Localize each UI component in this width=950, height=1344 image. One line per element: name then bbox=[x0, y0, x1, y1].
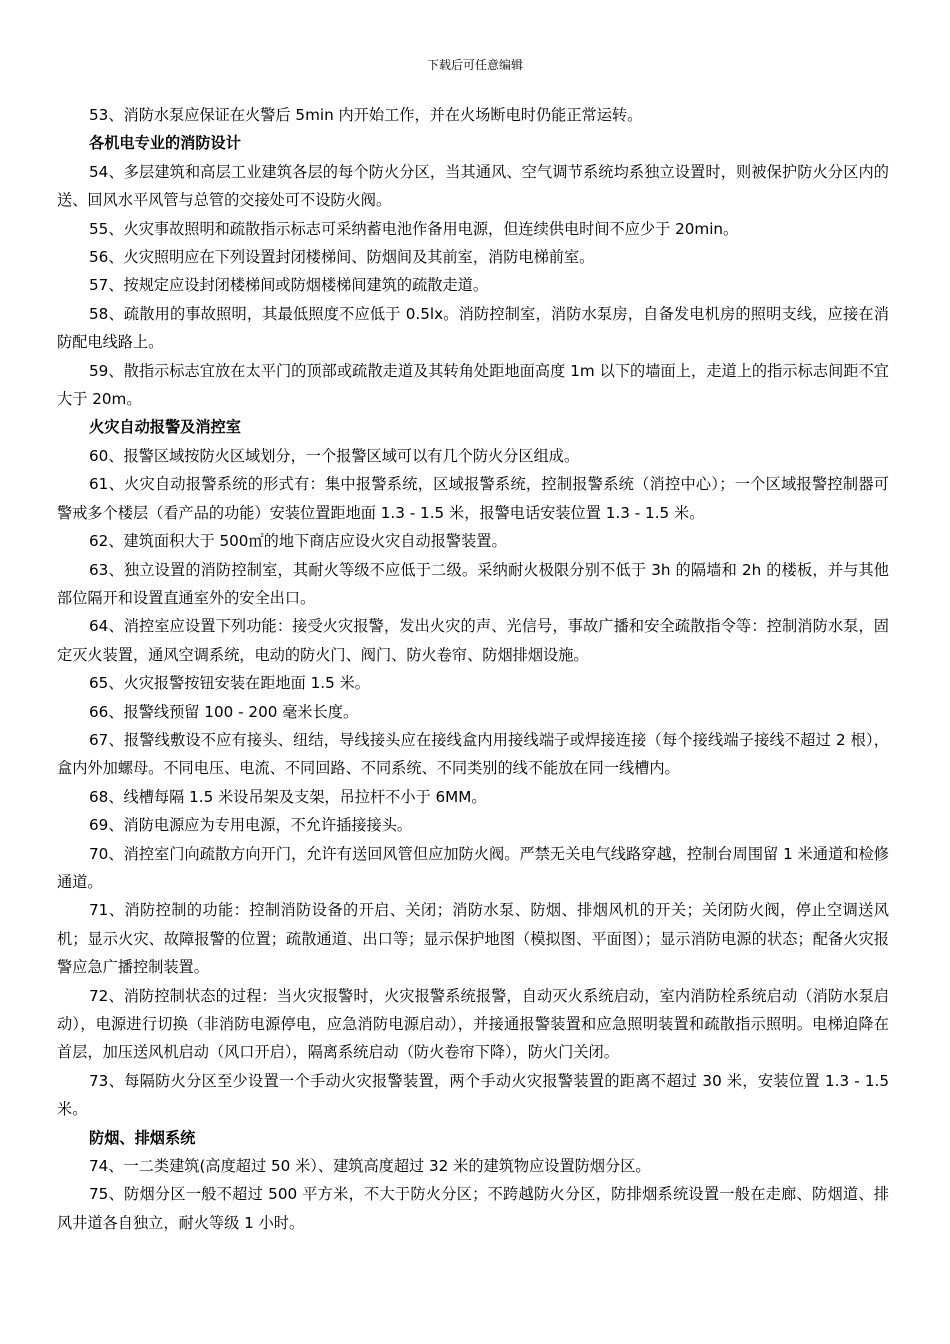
paragraph-56: 56、火灾照明应在下列设置封闭楼梯间、防烟间及其前室，消防电梯前室。 bbox=[89, 248, 595, 267]
paragraph-60: 60、报警区域按防火区域划分，一个报警区域可以有几个防火分区组成。 bbox=[89, 446, 580, 465]
section-heading-mep-fire-design: 各机电专业的消防设计 bbox=[89, 134, 241, 153]
paragraph-70: 70、消控室门向疏散方向开门，允许有送回风管但应加防火阀。严禁无关电气线路穿越，控制台周围留 1 米通道和检修通道。 bbox=[57, 844, 889, 891]
paragraph-59: 59、散指示标志宜放在太平门的顶部或疏散走道及其转角处距地面高度 1m 以下的墙面上，走道上的指示标志间距不宜大于 20m。 bbox=[57, 361, 889, 409]
paragraph-74: 74、一二类建筑(高度超过 50 米）、建筑高度超过 32 米的建筑物应设置防烟分区。 bbox=[89, 1157, 651, 1176]
section-heading-fire-alarm: 火灾自动报警及消控室 bbox=[89, 418, 241, 437]
paragraph-57: 57、按规定应设封闭楼梯间或防烟楼梯间建筑的疏散走道。 bbox=[89, 276, 489, 295]
paragraph-58: 58、疏散用的事故照明，其最低照度不应低于 0.5lx。消防控制室，消防水泵房，自备发电机房的照明支线，应接在消防配电线路上。 bbox=[57, 304, 889, 352]
section-heading-smoke-control: 防烟、排烟系统 bbox=[89, 1128, 196, 1147]
paragraph-54: 54、多层建筑和高层工业建筑各层的每个防火分区，当其通风、空气调节系统均系独立设置时，则被保护防火分区内的送、回风水平风管与总管的交接处可不设防火阀。 bbox=[57, 162, 889, 210]
paragraph-68: 68、线槽每隔 1.5 米设吊架及支架，吊拉杆不小于 6MM。 bbox=[89, 787, 487, 806]
paragraph-69: 69、消防电源应为专用电源，不允许插接接头。 bbox=[89, 816, 413, 835]
document-body bbox=[57, 101, 889, 1237]
paragraph-72: 72、消防控制状态的过程：当火灾报警时，火灾报警系统报警，自动灭火系统启动，室内消防栓系统启动（消防水泵启动），电源进行切换（非消防电源停电，应急消防电源启动），并接通报警装置和应急照明装置和疏散指示照明。电梯迫降在首层，加压送风机启动（风口开启），隔离系统启动（防火卷帘下降），防火门关闭。 bbox=[57, 986, 889, 1062]
paragraph-65: 65、火灾报警按钮安装在距地面 1.5 米。 bbox=[89, 674, 370, 693]
paragraph-61: 61、火灾自动报警系统的形式有：集中报警系统，区域报警系统，控制报警系统（消控中心）；一个区域报警控制器可警戒多个楼层（看产品的功能）安装位置距地面 1.3 - 1.5 米，报警电话安装位置 1.3 - 1.5 米。 bbox=[57, 475, 889, 522]
paragraph-63: 63、独立设置的消防控制室，其耐火等级不应低于二级。采纳耐火极限分别不低于 3h 的隔墙和 2h 的楼板，并与其他部位隔开和设置直通室外的安全出口。 bbox=[57, 560, 889, 607]
paragraph-67: 67、报警线敷设不应有接头、纽结，导线接头应在接线盒内用接线端子或焊接连接（每个接线端子接线不超过 2 根），盒内外加螺母。不同电压、电流、不同回路、不同系统、不同类别的线不能放在同一线槽内。 bbox=[57, 730, 889, 778]
paragraph-66: 66、报警线预留 100 - 200 毫米长度。 bbox=[89, 702, 359, 721]
paragraph-73: 73、每隔防火分区至少设置一个手动火灾报警装置，两个手动火灾报警装置的距离不超过 30 米，安装位置 1.3 - 1.5 米。 bbox=[57, 1071, 889, 1119]
paragraph-75: 75、防烟分区一般不超过 500 平方米，不大于防火分区；不跨越防火分区，防排烟系统设置一般在走廊、防烟道、排风井道各自独立，耐火等级 1 小时。 bbox=[57, 1185, 889, 1232]
paragraph-53: 53、消防水泵应保证在火警后 5min 内开始工作，并在火场断电时仍能正常运转。 bbox=[89, 106, 643, 124]
paragraph-62: 62、建筑面积大于 500㎡的地下商店应设火灾自动报警装置。 bbox=[89, 532, 507, 551]
paragraph-71: 71、消防控制的功能：控制消防设备的开启、关闭；消防水泵、防烟、排烟风机的开关；关闭防火阀，停止空调送风机；显示火灾、故障报警的位置；疏散通道、出口等；显示保护地图（模拟图、平面图）；显示消防电源的状态；配备火灾报警应急广播控制装置。 bbox=[57, 901, 889, 977]
paragraph-64: 64、消控室应设置下列功能：接受火灾报警，发出火灾的声、光信号，事故广播和安全疏散指令等：控制消防水泵，固定灭火装置，通风空调系统，电动的防火门、阀门、防火卷帘、防烟排烟设施。 bbox=[57, 617, 889, 664]
paragraph-55: 55、火灾事故照明和疏散指示标志可采纳蓄电池作备用电源，但连续供电时间不应少于 20min。 bbox=[89, 219, 739, 238]
page-header-note: 下载后可任意编辑 bbox=[426, 58, 523, 72]
